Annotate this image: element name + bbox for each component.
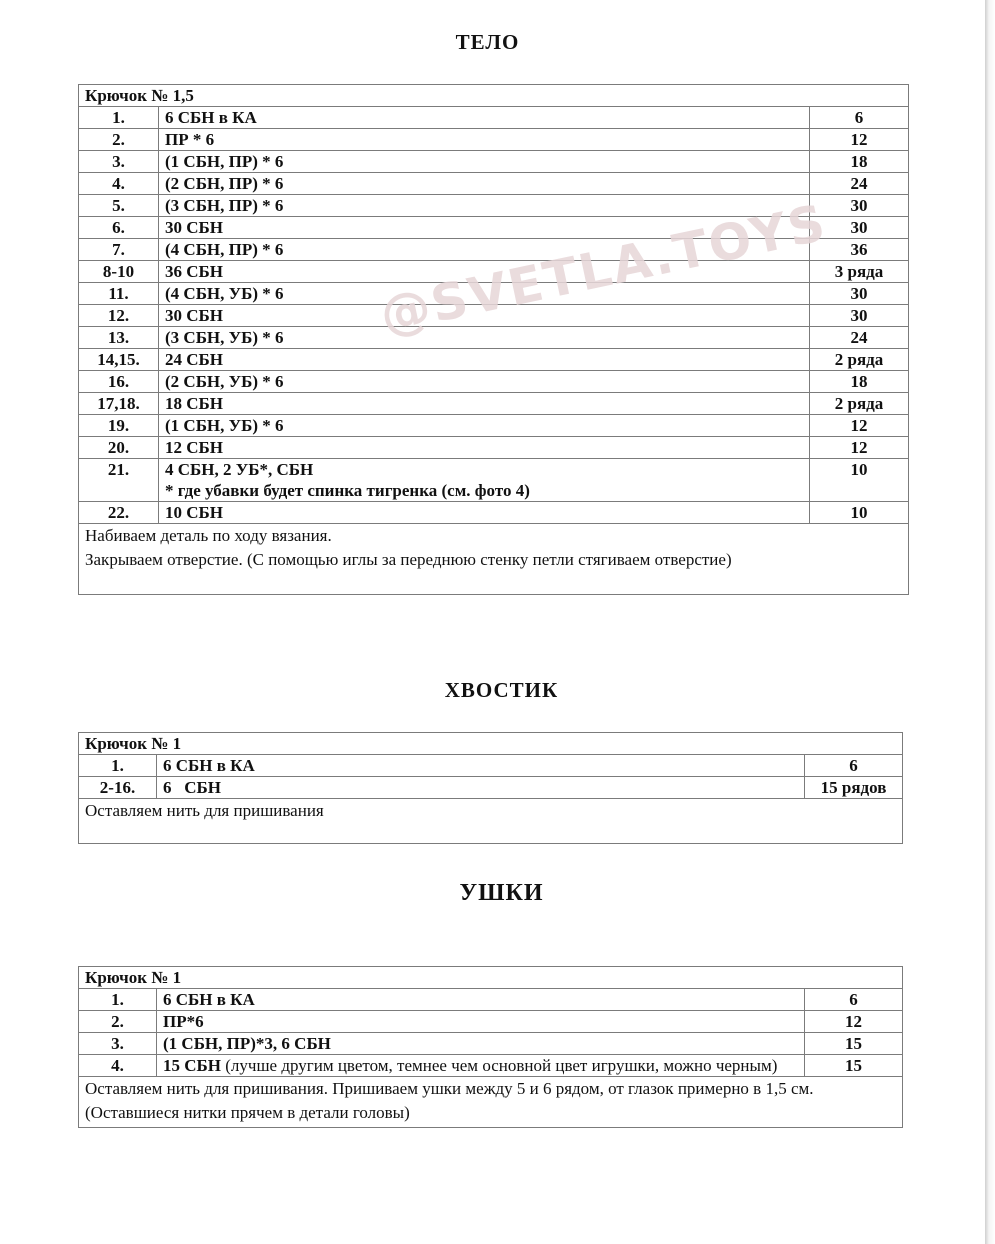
table-row [79,1033,903,1055]
table-row [79,777,903,799]
row-stitch-count: 12 [805,1011,903,1033]
row-stitch-count: 10 [810,502,909,524]
row-stitch-count: 30 [810,217,909,239]
notes-row [79,1077,903,1128]
row-stitch-count: 3 ряда [810,261,909,283]
hook-size: Крючок № 1,5 [79,85,909,107]
row-instruction: (3 СБН, УБ) * 6 [159,327,810,349]
row-number: 14,15. [79,349,159,371]
row-number: 2-16. [79,777,157,799]
row-stitch-count: 24 [810,173,909,195]
row-number: 4. [79,1055,157,1077]
table-row [79,755,903,777]
ears-pattern-table [78,966,903,1128]
row-instruction: 6 СБН в КА [159,107,810,129]
hook-size: Крючок № 1 [79,967,903,989]
row-instruction: ПР * 6 [159,129,810,151]
table-row [79,173,909,195]
row-instruction: 30 СБН [159,305,810,327]
row-stitch-count: 15 [805,1033,903,1055]
row-stitch-count: 18 [810,371,909,393]
row-stitch-count: 6 [805,755,903,777]
row-instruction [159,459,810,502]
row-number: 16. [79,371,159,393]
table-row [79,459,909,502]
row-stitch-count: 2 ряда [810,393,909,415]
row-number: 17,18. [79,393,159,415]
notes-cell [79,799,903,844]
row-number: 19. [79,415,159,437]
row-number: 6. [79,217,159,239]
row-stitch-count: 30 [810,305,909,327]
row-stitch-count: 10 [810,459,909,502]
row-instruction-main: 15 СБН [163,1056,221,1075]
row-number: 1. [79,755,157,777]
notes-cell [79,524,909,595]
row-instruction: (3 СБН, ПР) * 6 [159,195,810,217]
watermark-logo: @SVETLA.TOYS [375,193,832,345]
table-row [79,989,903,1011]
row-number: 7. [79,239,159,261]
row-instruction: ПР*6 [157,1011,805,1033]
table-row [79,129,909,151]
row-stitch-count: 6 [805,989,903,1011]
section-title-tail: ХВОСТИК [444,678,559,702]
row-number: 2. [79,1011,157,1033]
row-instruction: 12 СБН [159,437,810,459]
row-stitch-count: 36 [810,239,909,261]
table-row [79,437,909,459]
row-stitch-count: 15 рядов [805,777,903,799]
notes-row [79,799,903,844]
row-number: 13. [79,327,159,349]
row-stitch-count: 15 [805,1055,903,1077]
row-instruction: 6 СБН в КА [157,989,805,1011]
row-number: 22. [79,502,159,524]
row-stitch-count: 12 [810,129,909,151]
note-line: Оставляем нить для пришивания. Пришиваем ушки между 5 и 6 рядом, от глазок примерно в 1,5 см. (Оставшиеся нитки прячем в детали головы) [85,1079,814,1122]
notes-cell [79,1077,903,1128]
hook-row [79,967,903,989]
row-number: 8-10 [79,261,159,283]
row-number: 5. [79,195,159,217]
row-instruction-footnote: * где убавки будет спинка тигренка (см. фото 4) [165,481,530,500]
row-instruction: 24 СБН [159,349,810,371]
row-number: 21. [79,459,159,502]
note-line: Закрываем отверстие. (С помощью иглы за переднюю стенку петли стягиваем отверстие) [85,550,732,569]
tail-pattern-table [78,732,903,844]
row-instruction: (1 СБН, УБ) * 6 [159,415,810,437]
page-edge [985,0,995,1244]
row-instruction: (2 СБН, ПР) * 6 [159,173,810,195]
row-instruction: 10 СБН [159,502,810,524]
hook-row [79,733,903,755]
row-instruction: (4 СБН, ПР) * 6 [159,239,810,261]
row-instruction-extra: (лучше другим цветом, темнее чем основной цвет игрушки, можно черным) [221,1056,778,1075]
table-row [79,415,909,437]
row-instruction: (1 СБН, ПР)*3, 6 СБН [157,1033,805,1055]
table-row [79,1011,903,1033]
row-number: 4. [79,173,159,195]
row-number: 1. [79,989,157,1011]
table-row [79,151,909,173]
row-instruction: (2 СБН, УБ) * 6 [159,371,810,393]
table-row [79,393,909,415]
row-number: 3. [79,151,159,173]
note-line: Оставляем нить для пришивания [85,801,324,820]
row-stitch-count: 30 [810,195,909,217]
table-row [79,502,909,524]
table-row [79,371,909,393]
row-stitch-count: 18 [810,151,909,173]
row-instruction: 30 СБН [159,217,810,239]
hook-row [79,85,909,107]
row-instruction: 6 СБН [157,777,805,799]
row-number: 1. [79,107,159,129]
section-title-ears: УШКИ [459,880,544,906]
notes-row [79,524,909,595]
table-row [79,107,909,129]
row-instruction: (4 СБН, УБ) * 6 [159,283,810,305]
table-row [79,1055,903,1077]
row-instruction: 6 СБН в КА [157,755,805,777]
row-instruction [157,1055,805,1077]
section-title-body: ТЕЛО [455,30,520,54]
table-row [79,327,909,349]
row-stitch-count: 24 [810,327,909,349]
hook-size: Крючок № 1 [79,733,903,755]
row-instruction: 18 СБН [159,393,810,415]
table-row [79,349,909,371]
row-number: 11. [79,283,159,305]
row-instruction: (1 СБН, ПР) * 6 [159,151,810,173]
row-instruction-line: 4 СБН, 2 УБ*, СБН [165,460,314,479]
row-stitch-count: 2 ряда [810,349,909,371]
row-number: 12. [79,305,159,327]
row-number: 2. [79,129,159,151]
row-instruction: 36 СБН [159,261,810,283]
row-stitch-count: 12 [810,415,909,437]
row-stitch-count: 30 [810,283,909,305]
note-line: Набиваем деталь по ходу вязания. [85,526,332,545]
row-number: 20. [79,437,159,459]
row-number: 3. [79,1033,157,1055]
body-pattern-table [78,84,909,595]
row-stitch-count: 12 [810,437,909,459]
row-stitch-count: 6 [810,107,909,129]
